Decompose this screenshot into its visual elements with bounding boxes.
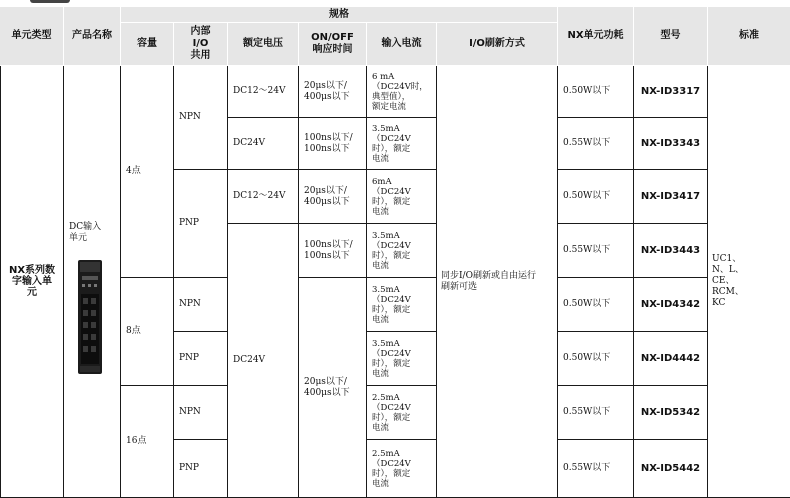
header-model-label: 型号 xyxy=(660,30,681,41)
common-npn-2 xyxy=(174,278,228,332)
voltage-4-label: DC24V xyxy=(233,355,266,365)
product-name-l2: 单元 xyxy=(69,233,88,243)
current-5 xyxy=(367,278,437,332)
model-7 xyxy=(634,386,708,440)
power-1-label: 0.50W以下 xyxy=(563,86,611,96)
header-rated-voltage xyxy=(228,23,299,66)
standard-cell xyxy=(708,66,790,498)
current-6-l3: 时），额定 xyxy=(372,358,411,369)
header-rated-voltage-label: 额定电压 xyxy=(243,38,283,49)
current-2-l1: 3.5mA xyxy=(372,123,400,134)
current-1-l2: （DC24V时， xyxy=(372,81,428,92)
common-pnp-2-label: PNP xyxy=(179,353,199,363)
power-8-label: 0.55W以下 xyxy=(563,463,611,473)
standard-l4: RCM、 xyxy=(712,287,744,297)
current-7-l2: （DC24V xyxy=(372,402,411,413)
common-npn-2-label: NPN xyxy=(179,299,201,309)
power-4-label: 0.55W以下 xyxy=(563,245,611,255)
current-5-l4: 电流 xyxy=(372,314,390,325)
model-7-label: NX-ID5342 xyxy=(640,407,701,418)
power-7-label: 0.55W以下 xyxy=(563,407,611,417)
power-2 xyxy=(558,118,634,170)
voltage-3 xyxy=(228,170,299,224)
voltage-3-label: DC12～24V xyxy=(233,191,286,201)
unit-type-cell xyxy=(0,66,64,498)
unit-type-l2: 字输入单 xyxy=(12,276,52,287)
response-5-l2: 400μs以下 xyxy=(304,387,350,398)
unit-type-l1: NX系列数 xyxy=(8,265,56,276)
response-5-l1: 20μs以下/ xyxy=(304,376,347,387)
common-pnp-1-label: PNP xyxy=(179,218,199,228)
power-2-label: 0.55W以下 xyxy=(563,138,611,148)
header-spec-group-label: 规格 xyxy=(329,8,349,20)
header-capacity xyxy=(121,23,174,66)
header-input-current xyxy=(367,23,437,66)
response-4-l2: 100ns以下 xyxy=(304,250,350,261)
capacity-8-label: 8点 xyxy=(126,326,141,336)
header-model xyxy=(634,7,708,66)
capacity-16-label: 16点 xyxy=(126,436,147,446)
response-2-l1: 100ns以下/ xyxy=(304,132,353,143)
current-6-l4: 电流 xyxy=(372,368,390,379)
header-spec-group xyxy=(121,7,558,23)
current-8-l1: 2.5mA xyxy=(372,448,400,459)
current-6-l2: （DC24V xyxy=(372,348,411,359)
capacity-4-label: 4点 xyxy=(126,166,141,176)
power-4 xyxy=(558,224,634,278)
model-2-label: NX-ID3343 xyxy=(640,138,701,149)
voltage-2 xyxy=(228,118,299,170)
common-pnp-3-label: PNP xyxy=(179,463,199,473)
header-capacity-label: 容量 xyxy=(137,38,157,49)
current-8-l3: 时），额定 xyxy=(372,468,411,479)
current-7-l1: 2.5mA xyxy=(372,392,400,403)
header-io-refresh-label: I/O刷新方式 xyxy=(469,38,525,49)
common-pnp-1 xyxy=(174,170,228,278)
header-io-refresh xyxy=(437,23,558,66)
common-pnp-2 xyxy=(174,332,228,386)
model-5-label: NX-ID4342 xyxy=(640,299,701,310)
power-7 xyxy=(558,386,634,440)
current-1 xyxy=(367,66,437,118)
response-2 xyxy=(299,118,367,170)
product-name-l1: DC输入 xyxy=(69,222,102,232)
power-5 xyxy=(558,278,634,332)
response-3-l1: 20μs以下/ xyxy=(304,185,347,196)
standard-l5: KC xyxy=(712,298,726,308)
current-1-l1: 6 mA xyxy=(372,71,395,82)
response-1 xyxy=(299,66,367,118)
power-3 xyxy=(558,170,634,224)
response-2-l2: 100ns以下 xyxy=(304,143,350,154)
standard-l3: CE、 xyxy=(712,276,735,286)
header-internal-io-l3: 共用 xyxy=(190,50,211,61)
header-internal-io-l2: I/O xyxy=(192,38,209,49)
power-5-label: 0.50W以下 xyxy=(563,299,611,309)
model-1 xyxy=(634,66,708,118)
top-strip xyxy=(0,0,790,7)
current-3-l3: 时），额定 xyxy=(372,196,411,207)
current-4-l4: 电流 xyxy=(372,260,390,271)
current-5-l2: （DC24V xyxy=(372,294,411,305)
current-4-l1: 3.5mA xyxy=(372,230,400,241)
model-1-label: NX-ID3317 xyxy=(640,86,701,97)
current-5-l3: 时），额定 xyxy=(372,304,411,315)
header-standard xyxy=(708,7,790,66)
current-2-l4: 电流 xyxy=(372,153,390,164)
current-5-l1: 3.5mA xyxy=(372,284,400,295)
io-refresh-l1: 同步I/O刷新或自由运行 xyxy=(441,270,536,281)
current-7 xyxy=(367,386,437,440)
header-onoff-response xyxy=(299,23,367,66)
header-onoff-l2: 响应时间 xyxy=(312,44,353,55)
model-4 xyxy=(634,224,708,278)
model-6-label: NX-ID4442 xyxy=(640,353,701,364)
current-6-l1: 3.5mA xyxy=(372,338,400,349)
current-4-l2: （DC24V xyxy=(372,240,411,251)
current-2-l2: （DC24V xyxy=(372,133,411,144)
model-6 xyxy=(634,332,708,386)
current-2-l3: 时），额定 xyxy=(372,143,411,154)
header-product-name xyxy=(64,7,121,66)
response-1-l1: 20μs以下/ xyxy=(304,80,347,91)
response-4 xyxy=(299,224,367,278)
current-4-l3: 时），额定 xyxy=(372,250,411,261)
common-npn-3-label: NPN xyxy=(179,407,201,417)
power-1 xyxy=(558,66,634,118)
response-5 xyxy=(299,278,367,498)
response-1-l2: 400μs以下 xyxy=(304,91,350,102)
response-3 xyxy=(299,170,367,224)
capacity-16 xyxy=(121,386,174,498)
current-7-l3: 时），额定 xyxy=(372,412,411,423)
capacity-8 xyxy=(121,278,174,386)
voltage-1 xyxy=(228,66,299,118)
current-8-l4: 电流 xyxy=(372,478,390,489)
power-8 xyxy=(558,440,634,498)
current-3-l4: 电流 xyxy=(372,206,390,217)
common-npn-1 xyxy=(174,66,228,170)
header-power xyxy=(558,7,634,66)
model-4-label: NX-ID3443 xyxy=(640,245,701,256)
header-unit-type xyxy=(0,7,64,66)
current-7-l4: 电流 xyxy=(372,422,390,433)
nx-io-module-image xyxy=(76,258,104,376)
model-8 xyxy=(634,440,708,498)
unit-type-l3: 元 xyxy=(27,287,37,298)
power-6 xyxy=(558,332,634,386)
current-6 xyxy=(367,332,437,386)
standard-l2: N、L、 xyxy=(712,265,744,275)
header-unit-type-label: 单元类型 xyxy=(11,30,52,41)
model-3-label: NX-ID3417 xyxy=(640,191,701,202)
power-3-label: 0.50W以下 xyxy=(563,191,611,201)
header-product-name-label: 产品名称 xyxy=(72,30,112,41)
io-refresh-l2: 刷新可选 xyxy=(441,281,478,292)
top-tab xyxy=(30,0,70,3)
current-8-l2: （DC24V xyxy=(372,458,411,469)
current-8 xyxy=(367,440,437,498)
header-input-current-label: 输入电流 xyxy=(381,38,422,49)
header-power-label: NX单元功耗 xyxy=(567,30,624,41)
model-5 xyxy=(634,278,708,332)
standard-l1: UC1、 xyxy=(712,254,742,264)
current-2 xyxy=(367,118,437,170)
capacity-4 xyxy=(121,66,174,278)
current-1-l3: 典型值）， xyxy=(372,91,411,102)
common-pnp-3 xyxy=(174,440,228,498)
common-npn-1-label: NPN xyxy=(179,112,201,122)
model-3 xyxy=(634,170,708,224)
io-refresh-cell xyxy=(437,66,558,498)
power-6-label: 0.50W以下 xyxy=(563,353,611,363)
model-8-label: NX-ID5442 xyxy=(640,463,701,474)
header-standard-label: 标准 xyxy=(739,30,759,41)
current-3-l2: （DC24V xyxy=(372,186,411,197)
header-onoff-l1: ON/OFF xyxy=(311,32,354,43)
common-npn-3 xyxy=(174,386,228,440)
voltage-4 xyxy=(228,224,299,498)
current-1-l4: 额定电流 xyxy=(372,101,407,112)
header-internal-io xyxy=(174,23,228,66)
response-3-l2: 400μs以下 xyxy=(304,196,350,207)
voltage-1-label: DC12～24V xyxy=(233,86,286,96)
response-4-l1: 100ns以下/ xyxy=(304,239,353,250)
current-3 xyxy=(367,170,437,224)
voltage-2-label: DC24V xyxy=(233,138,266,148)
model-2 xyxy=(634,118,708,170)
header-internal-io-l1: 内部 xyxy=(190,26,211,37)
current-4 xyxy=(367,224,437,278)
current-3-l1: 6mA xyxy=(372,176,392,187)
